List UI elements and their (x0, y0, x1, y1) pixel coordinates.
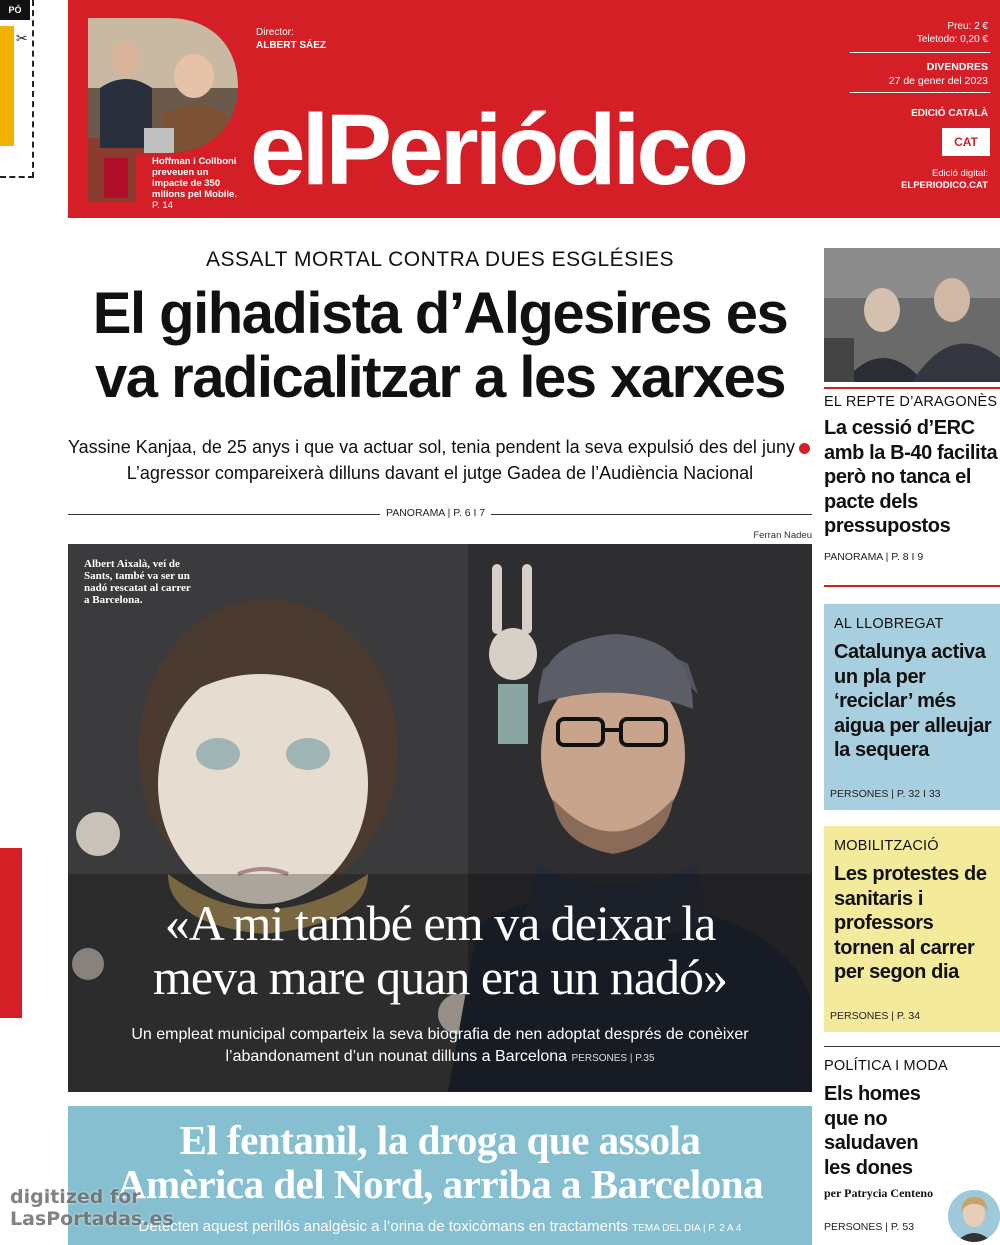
coupon-strip (0, 26, 14, 146)
photo-credit: Ferran Nadeu (753, 530, 812, 541)
feature-photo[interactable] (68, 544, 812, 1092)
director-block (256, 26, 326, 52)
photo-caption: Albert Aixalà, veí de Sants, també va ser un nadó rescatat al carrer a Barcelona. (84, 558, 191, 606)
director-name: ALBERT SÁEZ (256, 40, 326, 51)
teletodo-price: Teletodo: 0,20 € (916, 34, 988, 45)
digital-label: Edició digital: (932, 168, 988, 179)
lead-page-ref[interactable]: PANORAMA | P. 6 I 7 (380, 507, 491, 519)
lead-deck: Yassine Kanjaa, de 25 anys i que va actuar sol, tenia pendent la seva expulsió des del junyL’agressor compareixerà dilluns davant el jutge Gadea de l’Audiència Nacional (68, 434, 812, 486)
sidebar-page-ref: PERSONES | P. 53 (824, 1221, 915, 1233)
issue-date: 27 de gener del 2023 (888, 75, 988, 87)
digital-url[interactable]: ELPERIODICO.CAT (901, 180, 988, 191)
bullet-dot-icon (799, 443, 810, 454)
scissors-icon: ✂ (16, 30, 28, 46)
price: Preu: 2 € (947, 21, 988, 32)
fentanyl-story-box[interactable] (68, 1106, 812, 1245)
price-block (917, 20, 988, 46)
sidebar-rule (824, 1046, 1000, 1047)
feature-photo-image (68, 544, 812, 1092)
sidebar-rule (824, 387, 1000, 389)
feature-deck: Un empleat municipal comparteix la seva biografia de nen adoptat després de conèixer l’abandonament d’un nounat dilluns a Barcelona PERSONES | P.35 (131, 1026, 749, 1065)
sidebar-byline: per Patrycia Centeno (824, 1186, 934, 1200)
masthead-rule (850, 92, 990, 93)
date-block (889, 60, 988, 88)
sidebar-headline: Catalunya activa un pla per ‘reciclar’ més aigua per alleujar la sequera (834, 641, 992, 761)
sidebar-box-llobregat[interactable] (824, 604, 1000, 810)
edition-label: EDICIÓ CATALÀ (911, 108, 988, 119)
fentanyl-deck: Detecten aquest perillós analgèsic a l’orina de toxicòmans en tractaments TEMA DEL DIA | P. 2 A 4 (138, 1218, 742, 1235)
margin-red-bar (0, 848, 22, 1018)
sidebar-item-aragones[interactable] (824, 394, 1000, 563)
digital-edition[interactable] (901, 168, 988, 192)
sidebar-headline: Els homes que no saludaven les dones (824, 1083, 921, 1179)
weekday: DIVENDRES (926, 61, 988, 73)
section-label: MOBILITZACIÓ (834, 838, 939, 854)
newspaper-logo[interactable]: elPeriódico (250, 94, 746, 206)
columnist-avatar (948, 1190, 1000, 1242)
director-label: Director: (256, 27, 294, 38)
sidebar-rule (824, 585, 1000, 587)
sidebar-photo-image (824, 248, 1000, 382)
section-label: EL REPTE D’ARAGONÈS (824, 394, 998, 410)
lead-kicker: ASSALT MORTAL CONTRA DUES ESGLÉSIES (206, 248, 674, 271)
sidebar-box-mobilitzacio[interactable] (824, 826, 1000, 1032)
masthead-photo-caption: Hoffman i Collboni preveuen un impacte de 350 milions pel Mobile. P. 14 (152, 156, 237, 211)
feature-page-ref[interactable]: PERSONES | P.35 (571, 1053, 655, 1064)
section-label: POLÍTICA I MODA (824, 1058, 948, 1074)
sidebar-page-ref: PERSONES | P. 34 (830, 1010, 921, 1022)
sidebar-photo[interactable] (824, 248, 1000, 382)
sidebar-headline: Les protestes de sanitaris i professors tornen al carrer per segon dia (834, 863, 987, 983)
section-label: AL LLOBREGAT (834, 616, 944, 632)
feature-quote-headline[interactable]: «A mi també em va deixar la meva mare quan era un nadó» (152, 895, 728, 1005)
fentanyl-page-ref[interactable]: TEMA DEL DIA | P. 2 A 4 (632, 1223, 742, 1234)
coupon-label: PÓ (0, 0, 30, 20)
masthead-rule (850, 52, 990, 53)
edition-cat-button[interactable]: CAT (942, 128, 990, 156)
columnist-portrait-icon (948, 1190, 1000, 1242)
sidebar-headline: La cessió d’ERC amb la B-40 facilita però no tanca el pacte dels pressupostos (824, 417, 998, 537)
digitized-watermark: digitized for LasPortadas.es (10, 1186, 174, 1230)
lead-headline[interactable]: El gihadista d’Algesires es va radicalitzar a les xarxes (92, 281, 788, 410)
fentanyl-headline: El fentanil, la droga que assola Amèrica del Nord, arriba a Barcelona (116, 1117, 764, 1207)
sidebar-page-ref: PANORAMA | P. 8 I 9 (824, 550, 924, 563)
sidebar-page-ref: PERSONES | P. 32 I 33 (830, 788, 941, 800)
